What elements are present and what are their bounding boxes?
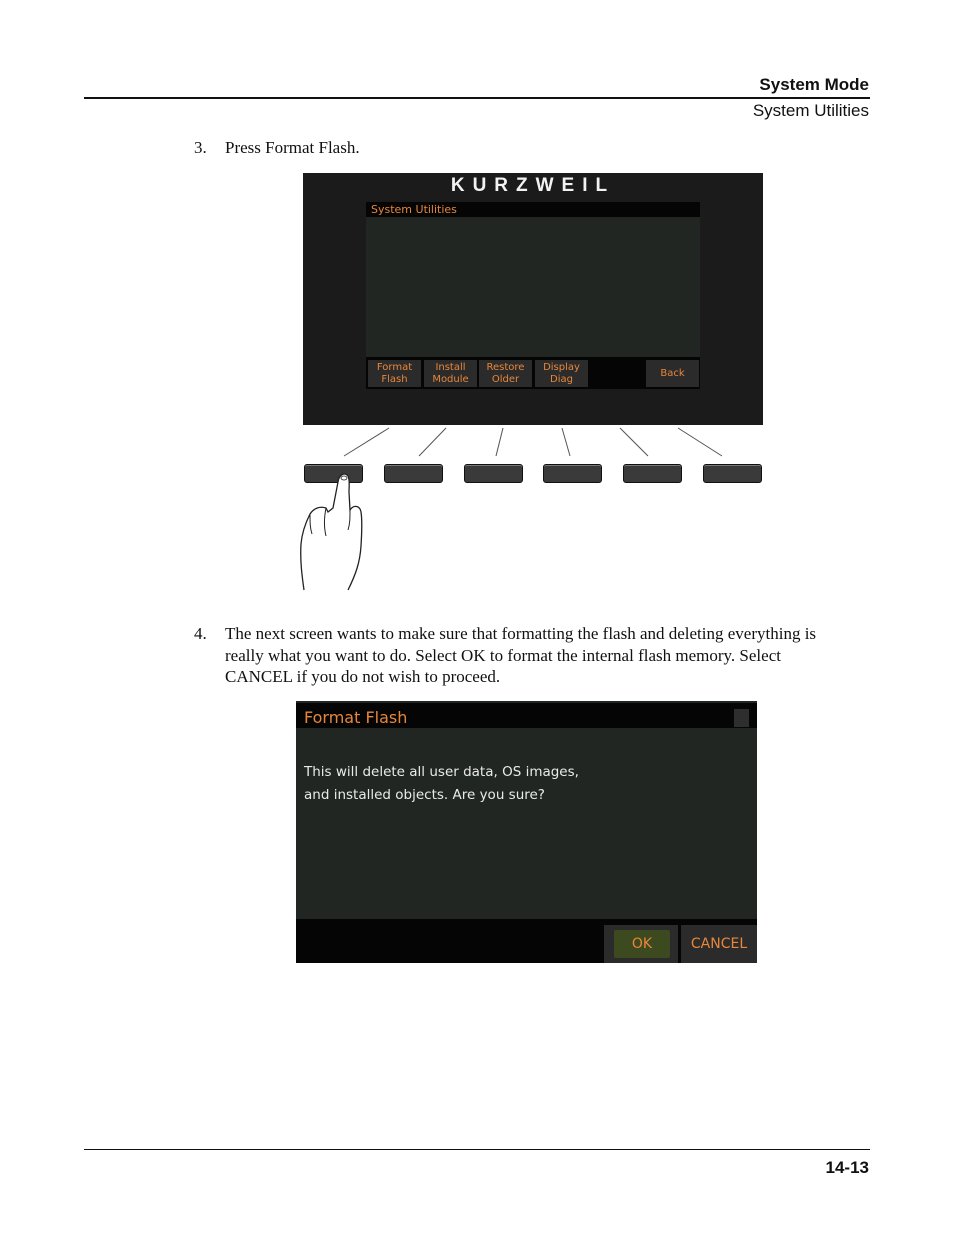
hardware-button-6[interactable]: [703, 464, 762, 483]
corner-indicator: [734, 709, 749, 727]
softkey-line2: Diag: [550, 373, 573, 385]
page-number: 14-13: [825, 1158, 869, 1177]
section-subtitle: System Utilities: [752, 101, 869, 120]
softkey-line1: Format: [376, 361, 413, 373]
hardware-button-2[interactable]: [384, 464, 443, 483]
step-number: 3.: [194, 138, 207, 157]
dialog-message-line-2: and installed objects. Are you sure?: [304, 787, 545, 803]
dialog-title: Format Flash: [304, 708, 408, 727]
section-title: System Mode: [759, 75, 869, 94]
softkey-line2: Back: [660, 367, 685, 379]
ok-button-cell: [604, 925, 678, 963]
softkey-line2: Module: [432, 373, 469, 385]
connector-line: [562, 428, 570, 456]
dialog-message-line-1: This will delete all user data, OS images,: [304, 764, 579, 780]
softkey-line1: Install: [435, 361, 466, 373]
step-text: The next screen wants to make sure that formatting the flash and deleting everything is really what you want to do. Select OK to format the internal flash memory. Select CANCEL if you do not wish to proceed.: [225, 624, 817, 686]
hardware-button-5[interactable]: [623, 464, 682, 483]
connector-line: [496, 428, 503, 456]
ok-button[interactable]: OK: [614, 930, 670, 958]
connector-line: [678, 428, 722, 456]
step-4: [194, 623, 854, 693]
softkey-line2: Flash: [381, 373, 408, 385]
kurzweil-logo: KURZWEIL: [450, 175, 616, 196]
hardware-button-4[interactable]: [543, 464, 602, 483]
step-text: Press Format Flash.: [225, 138, 360, 157]
connector-line: [344, 428, 389, 456]
cancel-button[interactable]: CANCEL: [681, 925, 757, 963]
step-number: 4.: [194, 624, 207, 643]
softkey-line2: Older: [491, 373, 520, 385]
footer-rule: [84, 1149, 870, 1150]
softkey-line1: Display: [543, 361, 580, 373]
title-bar: [296, 703, 757, 728]
format-flash-dialog: [296, 701, 757, 963]
pressing-hand-icon: [298, 466, 370, 592]
dialog-button-bar: [296, 919, 757, 963]
hardware-button-3[interactable]: [464, 464, 523, 483]
connector-line: [620, 428, 648, 456]
screen-title: System Utilities: [371, 203, 457, 216]
softkey-line1: Restore: [486, 361, 525, 373]
connector-line: [419, 428, 446, 456]
